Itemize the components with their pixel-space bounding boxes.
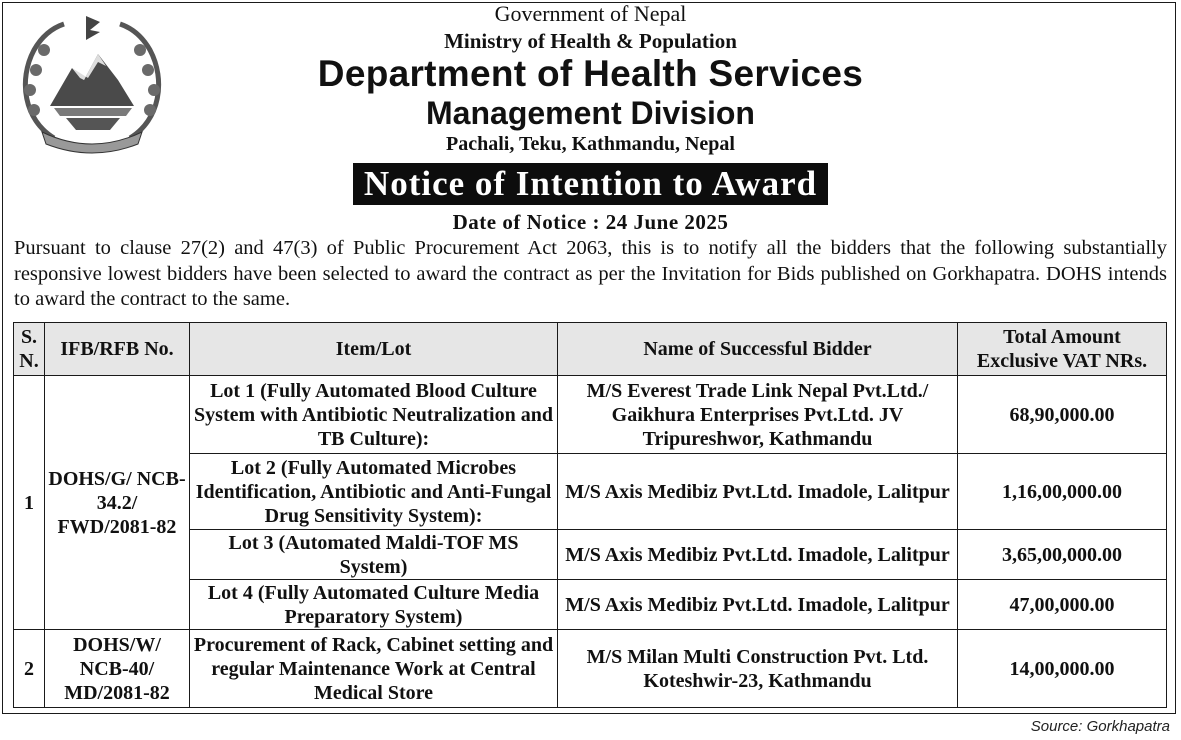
header-bidder: Name of Successful Bidder	[558, 323, 958, 376]
header-item: Item/Lot	[190, 323, 558, 376]
row-bidder: M/S Axis Medibiz Pvt.Ltd. Imadole, Lalitpur	[558, 454, 958, 530]
row-bidder: M/S Axis Medibiz Pvt.Ltd. Imadole, Lalitpur	[558, 580, 958, 630]
row-amount: 47,00,000.00	[958, 580, 1167, 630]
row-amount: 1,16,00,000.00	[958, 454, 1167, 530]
award-table	[13, 322, 1167, 708]
row-item: Procurement of Rack, Cabinet setting and regular Maintenance Work at Central Medical Store	[190, 630, 558, 708]
table-row	[14, 376, 1167, 454]
header-ifb: IFB/RFB No.	[45, 323, 190, 376]
row-bidder: M/S Axis Medibiz Pvt.Ltd. Imadole, Lalitpur	[558, 530, 958, 580]
row-ifb: DOHS/W/ NCB-40/ MD/2081-82	[45, 630, 190, 708]
notice-title-banner: Notice of Intention to Award	[353, 163, 828, 205]
row-bidder: M/S Milan Multi Construction Pvt. Ltd. Koteshwir-23, Kathmandu	[558, 630, 958, 708]
intro-paragraph: Pursuant to clause 27(2) and 47(3) of Public Procurement Act 2063, this is to notify all the bidders that the following substantially responsive lowest bidders have been selected to award the contract as per the Invitation for Bids published on Gorkhapatra. DOHS intends to award the contract to the same.	[14, 237, 1167, 310]
row-amount: 68,90,000.00	[958, 376, 1167, 454]
source-credit: Source: Gorkhapatra	[1030, 718, 1170, 735]
row-item: Lot 3 (Automated Maldi-TOF MS System)	[190, 530, 558, 580]
row-item: Lot 1 (Fully Automated Blood Culture System with Antibiotic Neutralization and TB Culture):	[190, 376, 558, 454]
header-sn: S. N.	[14, 323, 45, 376]
row-ifb: DOHS/G/ NCB-34.2/ FWD/2081-82	[45, 376, 190, 630]
address-line: Pachali, Teku, Kathmandu, Nepal	[446, 133, 735, 155]
row-sn: 1	[14, 376, 45, 630]
table-header-row	[14, 323, 1167, 376]
row-bidder: M/S Everest Trade Link Nepal Pvt.Ltd./ Gaikhura Enterprises Pvt.Ltd. JV Tripureshwor, Kathmandu	[558, 376, 958, 454]
department-title: Department of Health Services	[317, 53, 864, 94]
table-row	[14, 630, 1167, 708]
header-amount: Total Amount Exclusive VAT NRs.	[958, 323, 1167, 376]
ministry-line: Ministry of Health & Population	[444, 29, 737, 53]
row-sn: 2	[14, 630, 45, 708]
government-line: Government of Nepal	[494, 1, 687, 26]
row-amount: 3,65,00,000.00	[958, 530, 1167, 580]
row-item: Lot 2 (Fully Automated Microbes Identification, Antibiotic and Anti-Fungal Drug Sensitivity System):	[190, 454, 558, 530]
row-amount: 14,00,000.00	[958, 630, 1167, 708]
notice-date: Date of Notice : 24 June 2025	[452, 210, 729, 234]
row-item: Lot 4 (Fully Automated Culture Media Preparatory System)	[190, 580, 558, 630]
division-title: Management Division	[426, 95, 755, 131]
